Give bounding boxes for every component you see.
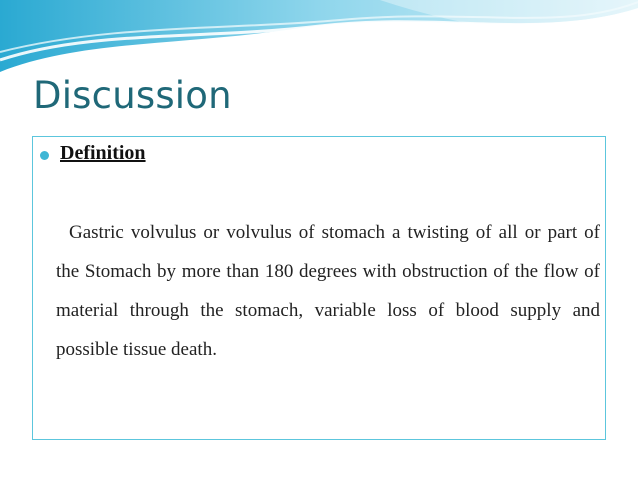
definition-paragraph: Gastric volvulus or volvulus of stomach a twisting of all or part of the Stomach by more than 180 degrees with obstruction of the flow of material through the stomach, variable loss of blood supply and possible tissue death. [56, 222, 600, 360]
slide-title: Discussion [33, 74, 232, 117]
content-box [32, 136, 606, 440]
definition-heading: Definition [60, 142, 146, 164]
header-wave-decoration [0, 0, 638, 80]
bullet-dot-icon [40, 151, 49, 160]
